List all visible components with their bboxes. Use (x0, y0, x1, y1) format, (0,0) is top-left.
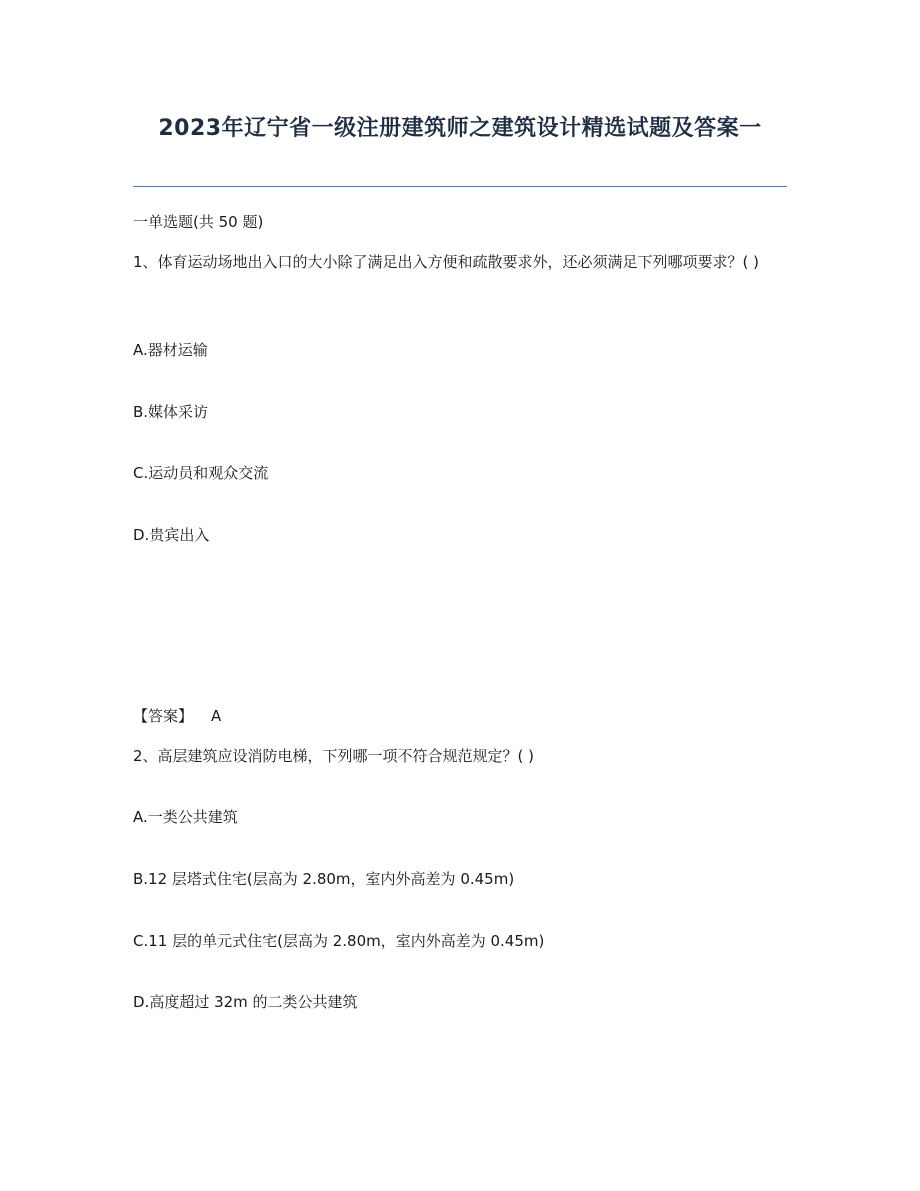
question-2-option-d: D.高度超过 32m 的二类公共建筑 (133, 993, 358, 1011)
question-1-option-c: C.运动员和观众交流 (133, 464, 269, 482)
page-title: 2023年辽宁省一级注册建筑师之建筑设计精选试题及答案一 (158, 116, 762, 141)
question-2-option-a: A.一类公共建筑 (133, 808, 238, 826)
question-2-text: 2、高层建筑应设消防电梯，下列哪一项不符合规范规定？( ) (133, 747, 535, 765)
question-1-option-a: A.器材运输 (133, 341, 208, 359)
title-divider (133, 186, 787, 187)
question-2-option-c: C.11 层的单元式住宅(层高为 2.80m，室内外高差为 0.45m) (133, 932, 545, 950)
question-1-answer (133, 703, 787, 729)
question-2-option-b: B.12 层塔式住宅(层高为 2.80m，室内外高差为 0.45m) (133, 870, 515, 888)
answer-value: A (211, 707, 222, 725)
question-1-text: 1、体育运动场地出入口的大小除了满足出入方便和疏散要求外，还必须满足下列哪项要求？( ) (133, 253, 760, 271)
section-heading: 一单选题(共 50 题) (133, 213, 264, 231)
question-1-option-b: B.媒体采访 (133, 403, 209, 421)
answer-label: 【答案】 (133, 707, 194, 725)
question-1-option-d: D.贵宾出入 (133, 526, 210, 544)
